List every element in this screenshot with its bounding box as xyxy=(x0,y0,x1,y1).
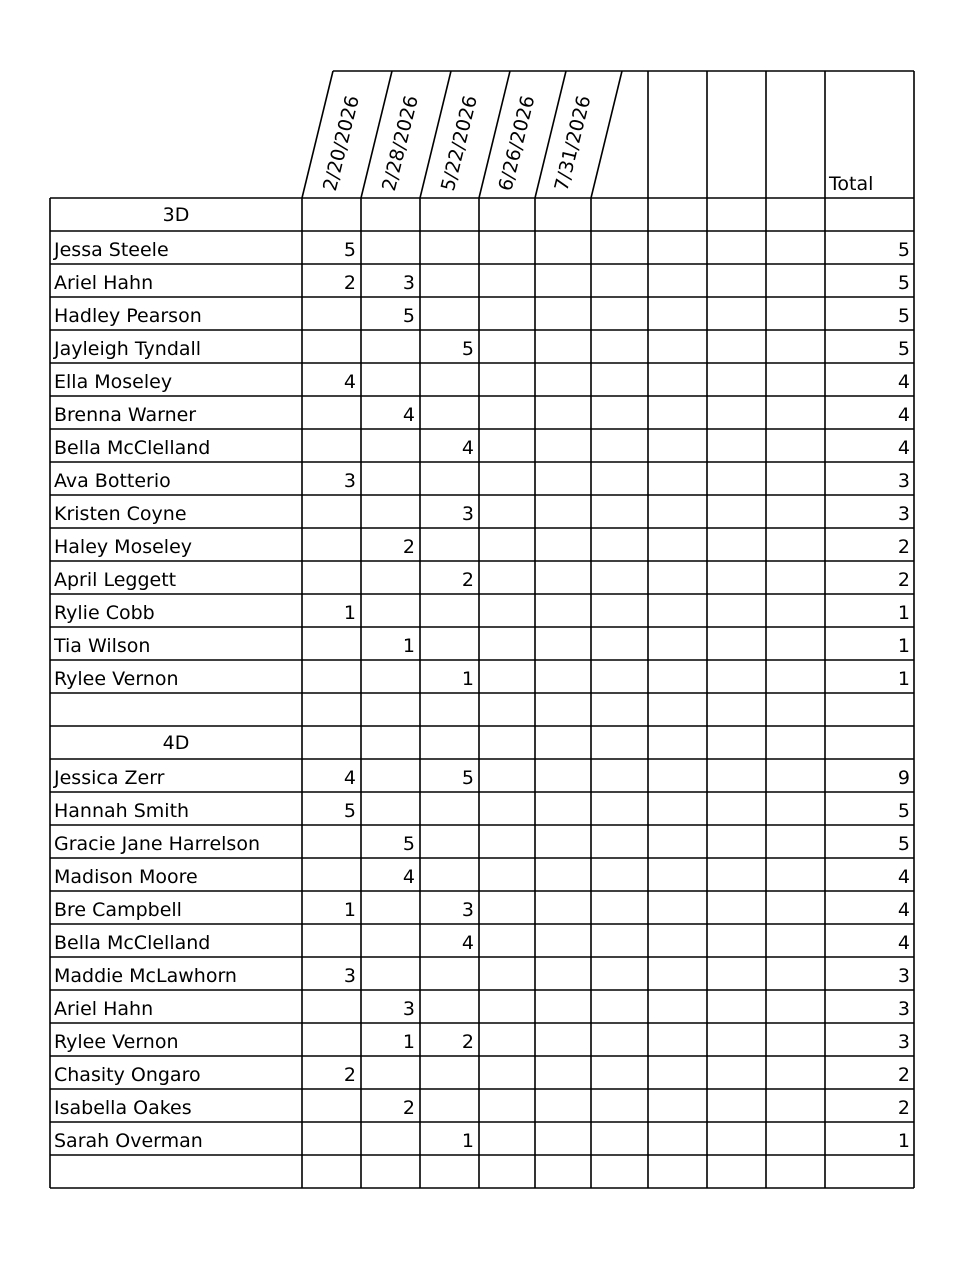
athlete-name: Chasity Ongaro xyxy=(54,1064,201,1086)
score-cell: 3 xyxy=(402,272,415,294)
score-cell: 2 xyxy=(461,569,474,591)
score-cell: 5 xyxy=(402,305,415,327)
total-cell: 5 xyxy=(897,239,910,261)
total-cell: 4 xyxy=(897,437,910,459)
score-cell: 4 xyxy=(461,437,474,459)
header-slant-line xyxy=(591,71,622,198)
athlete-name: Isabella Oakes xyxy=(54,1097,192,1119)
score-cell: 5 xyxy=(461,767,474,789)
total-cell: 4 xyxy=(897,899,910,921)
athlete-name: Haley Moseley xyxy=(54,536,193,558)
athlete-name: Ella Moseley xyxy=(54,371,173,393)
athlete-name: Rylie Cobb xyxy=(54,602,155,624)
total-cell: 5 xyxy=(897,272,910,294)
athlete-name: Ariel Hahn xyxy=(54,272,154,294)
score-cell: 4 xyxy=(461,932,474,954)
score-cell: 1 xyxy=(461,1130,474,1152)
date-header: 2/20/2026 xyxy=(319,93,364,194)
total-cell: 4 xyxy=(897,404,910,426)
athlete-name: Jessa Steele xyxy=(54,239,169,261)
total-cell: 9 xyxy=(897,767,910,789)
athlete-name: Kristen Coyne xyxy=(54,503,187,525)
total-cell: 4 xyxy=(897,866,910,888)
total-cell: 2 xyxy=(897,569,910,591)
date-header: 2/28/2026 xyxy=(378,93,423,194)
athlete-name: Rylee Vernon xyxy=(54,668,179,690)
score-cell: 3 xyxy=(461,899,474,921)
date-header: 7/31/2026 xyxy=(550,93,596,194)
athlete-name: Jayleigh Tyndall xyxy=(54,338,202,360)
score-cell: 1 xyxy=(343,899,356,921)
date-header: 5/22/2026 xyxy=(437,93,482,194)
date-header: 6/26/2026 xyxy=(494,93,540,194)
score-cell: 4 xyxy=(343,371,356,393)
total-cell: 2 xyxy=(897,1097,910,1119)
athlete-name: Ariel Hahn xyxy=(54,998,154,1020)
total-cell: 4 xyxy=(897,932,910,954)
score-cell: 1 xyxy=(343,602,356,624)
total-cell: 3 xyxy=(897,998,910,1020)
athlete-name: April Leggett xyxy=(54,569,177,591)
total-cell: 3 xyxy=(897,1031,910,1053)
total-cell: 5 xyxy=(897,833,910,855)
section-title: 3D xyxy=(162,204,190,226)
total-cell: 4 xyxy=(897,371,910,393)
score-cell: 1 xyxy=(402,635,415,657)
score-cell: 4 xyxy=(343,767,356,789)
score-cell: 3 xyxy=(343,470,356,492)
athlete-name: Tia Wilson xyxy=(54,635,151,657)
score-cell: 5 xyxy=(461,338,474,360)
score-cell: 2 xyxy=(343,272,356,294)
total-cell: 2 xyxy=(897,536,910,558)
total-cell: 3 xyxy=(897,470,910,492)
score-cell: 5 xyxy=(343,239,356,261)
total-cell: 1 xyxy=(897,668,910,690)
score-cell: 3 xyxy=(461,503,474,525)
athlete-name: Sarah Overman xyxy=(54,1130,203,1152)
athlete-name: Jessica Zerr xyxy=(54,767,165,789)
score-cell: 5 xyxy=(402,833,415,855)
score-cell: 4 xyxy=(402,866,415,888)
total-cell: 1 xyxy=(897,635,910,657)
total-cell: 1 xyxy=(897,602,910,624)
score-cell: 1 xyxy=(461,668,474,690)
score-cell: 5 xyxy=(343,800,356,822)
score-cell: 1 xyxy=(402,1031,415,1053)
total-cell: 3 xyxy=(897,503,910,525)
total-cell: 1 xyxy=(897,1130,910,1152)
athlete-name: Ava Botterio xyxy=(54,470,171,492)
total-header: Total xyxy=(829,173,874,195)
score-cell: 2 xyxy=(402,1097,415,1119)
athlete-name: Bella McClelland xyxy=(54,932,211,954)
athlete-name: Hannah Smith xyxy=(54,800,190,822)
score-cell: 4 xyxy=(402,404,415,426)
section-title: 4D xyxy=(162,732,190,754)
athlete-name: Brenna Warner xyxy=(54,404,197,426)
athlete-name: Gracie Jane Harrelson xyxy=(54,833,260,855)
total-cell: 5 xyxy=(897,800,910,822)
score-cell: 2 xyxy=(461,1031,474,1053)
score-cell: 3 xyxy=(343,965,356,987)
athlete-name: Madison Moore xyxy=(54,866,198,888)
athlete-name: Rylee Vernon xyxy=(54,1031,179,1053)
total-cell: 5 xyxy=(897,338,910,360)
total-cell: 3 xyxy=(897,965,910,987)
athlete-name: Bella McClelland xyxy=(54,437,211,459)
score-cell: 2 xyxy=(343,1064,356,1086)
total-cell: 5 xyxy=(897,305,910,327)
score-cell: 3 xyxy=(402,998,415,1020)
athlete-name: Hadley Pearson xyxy=(54,305,202,327)
total-cell: 2 xyxy=(897,1064,910,1086)
score-cell: 2 xyxy=(402,536,415,558)
athlete-name: Bre Campbell xyxy=(54,899,182,921)
athlete-name: Maddie McLawhorn xyxy=(54,965,237,987)
